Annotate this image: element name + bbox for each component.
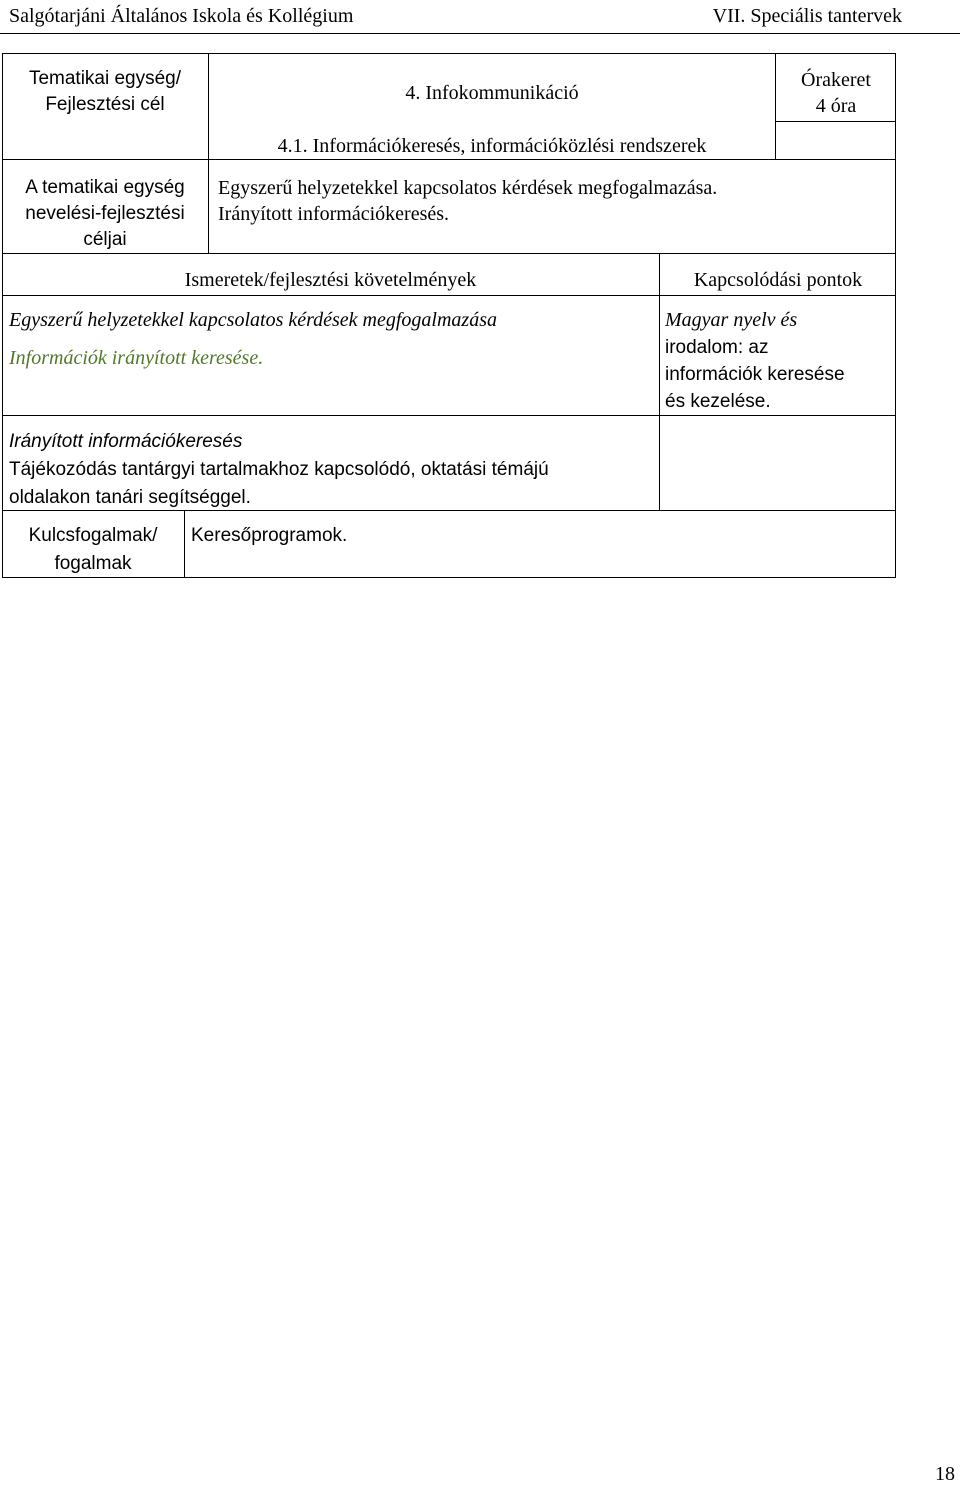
hours-value: 4 óra: [815, 95, 857, 117]
row1-label-line1: Tematikai egység/: [28, 68, 182, 89]
row1-bottom-line-left: [2, 159, 209, 160]
requirement-2-line1: Tájékozódás tantárgyi tartalmakhoz kapcsolódó, oktatási témájú: [9, 459, 549, 480]
header-section-title: VII. Speciális tantervek: [712, 5, 902, 27]
row2-label-line1: A tematikai egység: [25, 177, 185, 198]
key-concepts-value: Keresőprogramok.: [191, 525, 348, 546]
key-concepts-label-line1: Kulcsfogalmak/: [28, 525, 158, 546]
requirement-2-line2: oldalakon tanári segítséggel.: [9, 487, 251, 508]
development-goals: [218, 175, 878, 227]
key-concepts-label-line2: fogalmak: [54, 553, 132, 574]
header-school-name: Salgótarjáni Általános Iskola és Kollégium: [9, 5, 354, 27]
hours-label: Órakeret: [801, 69, 871, 91]
key-concepts-label: [2, 522, 184, 578]
goal-line1: Egyszerű helyzetekkel kapcsolatos kérdések megfogalmazása.: [218, 177, 718, 199]
requirement-item-2: Információk irányított keresése.: [9, 347, 264, 369]
row2-label: [2, 175, 208, 253]
requirements-header: Ismeretek/fejlesztési követelmények: [184, 269, 477, 291]
requirement-2-title: Irányított információkeresés: [9, 431, 243, 452]
requirement-item-1: Egyszerű helyzetekkel kapcsolatos kérdések megfogalmazása: [9, 309, 497, 331]
connection-line4: és kezelése.: [665, 391, 771, 412]
connection-line1: Magyar nyelv és: [665, 309, 798, 331]
connection-line3: információk keresése: [665, 364, 845, 385]
goal-line2: Irányított információkeresés.: [218, 203, 450, 225]
row1-bottom-line-right: [208, 159, 896, 160]
row2-label-line2: nevelési-fejlesztési: [25, 203, 185, 224]
header-row-bottom-line: [2, 295, 896, 296]
hours-bottom-line: [775, 121, 896, 122]
row1-label-line2: Fejlesztési cél: [45, 94, 165, 115]
key-concepts-divider: [184, 510, 185, 578]
unit-title: 4. Infokommunikáció: [405, 82, 579, 104]
connection-line2: irodalom: az: [665, 337, 769, 358]
row1-label: [2, 66, 208, 118]
subunit-title: 4.1. Információkeresés, információközlési rendszerek: [277, 135, 707, 157]
connections-cell: [665, 307, 895, 415]
row2-label-line3: céljai: [83, 229, 127, 250]
hours-cell: [776, 67, 896, 119]
header-divider: [0, 33, 960, 34]
page-number: 18: [935, 1463, 955, 1485]
requirements-row-divider: [2, 415, 896, 416]
connections-header: Kapcsolódási pontok: [693, 269, 863, 291]
requirement-block-2: [9, 428, 657, 512]
